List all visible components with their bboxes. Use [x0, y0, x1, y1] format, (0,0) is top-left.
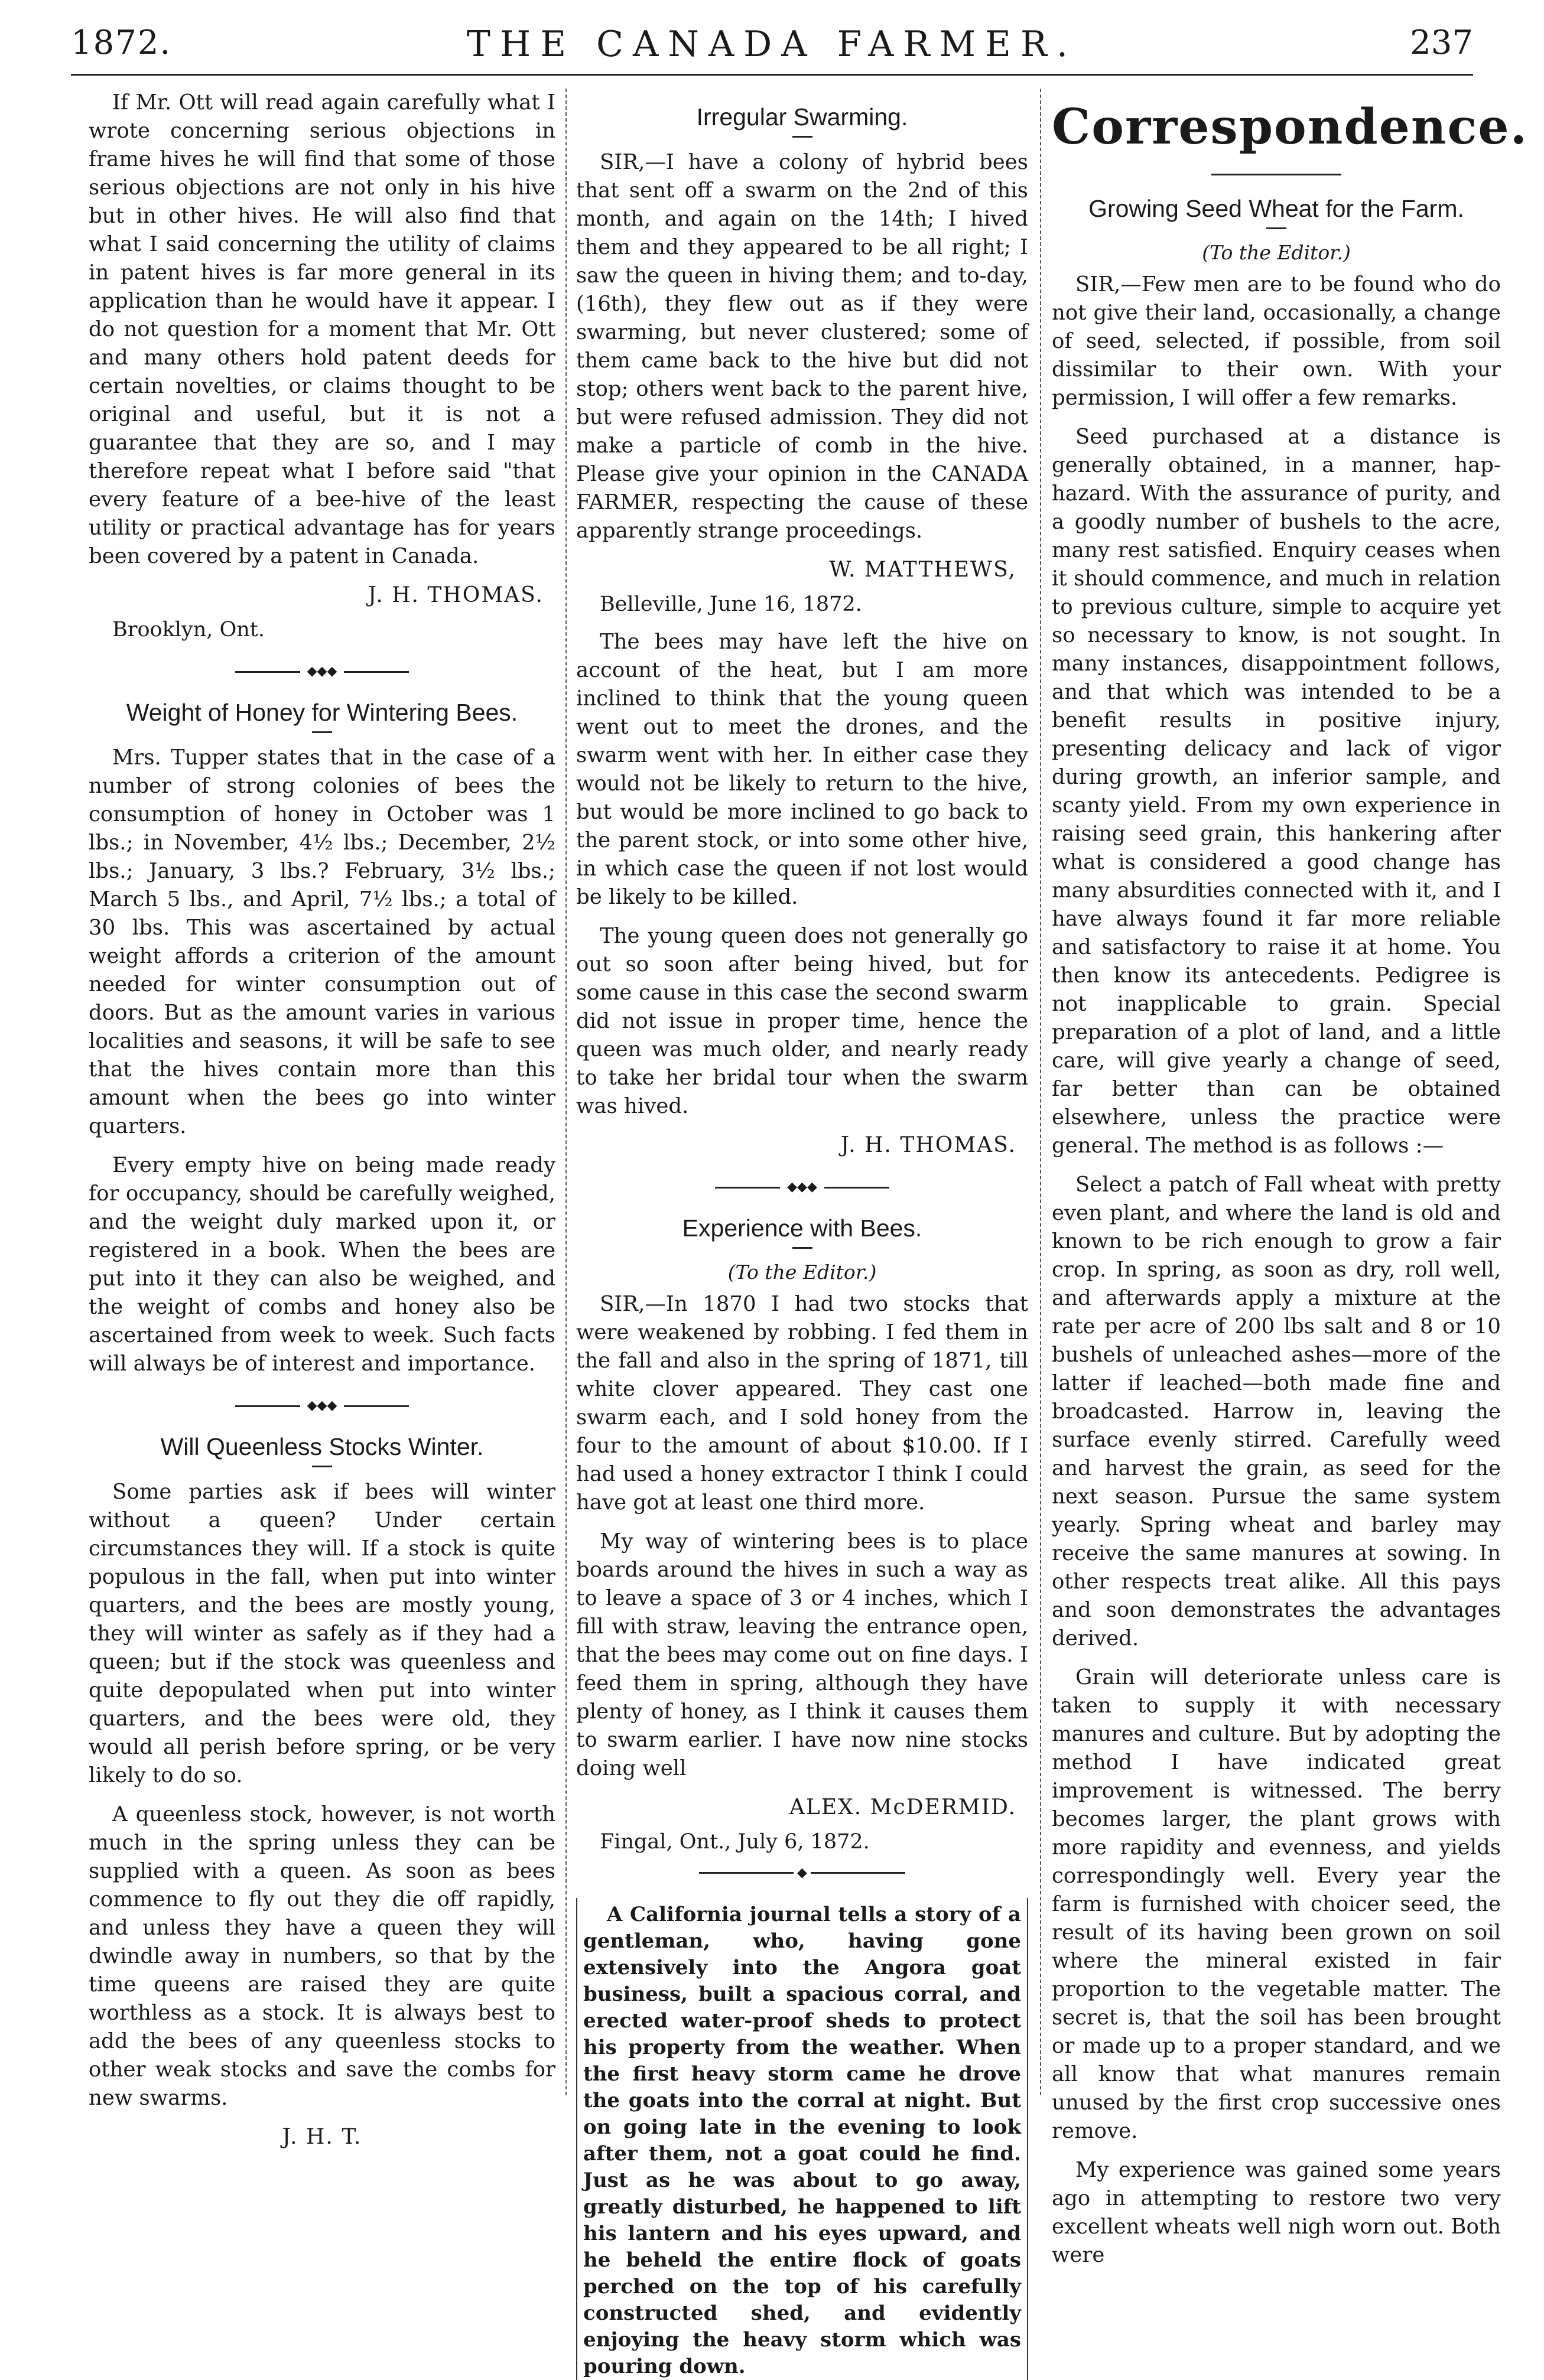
experience-signature: ALEX. McDERMID. — [789, 1795, 1016, 1819]
experience-editor-note: (To the Editor.) — [727, 1261, 877, 1284]
experience-article-heading: Experience with Bees. — [682, 1215, 922, 1242]
experience-place: Fingal, Ont., July 6, 1872. — [600, 1830, 870, 1854]
swarming-paragraph: SIR,—I have a colony of hybrid bees that sent off a swarm on the 2nd of this month, and again on the 14th; I hived them and they appeared to be all right; I saw the queen in hiving them; and to-day, (16th), they flew out as if they were swarming, but never clustered; some of them came back to the hive but did not stop; others went back to the parent hive, but were refused admission. They did not make a particle of comb in the hive. Please give your opinion in the CANADA FARMER, respecting the cause of these apparently strange proceedings. — [576, 150, 1028, 543]
column-3 — [1052, 89, 1529, 2267]
wheat-paragraph-2: Seed purchased at a distance is generally obtained, in a manner, hap-hazard. With the assurance of purity, and a goodly number of bushels to the acre, many rest satisfied. Enquiry ceases when it should commence, and much in relation to previous culture, simple to acquire yet so necessary to know, is not sought. In many instances, disappointment follows, and that which was intended to be a benefit results in positive injury, presenting delicacy and lack of vigor during growth, an inferior sample, and scanty yield. From my own experience in raising seed grain, this hankering after what is considered a good change has many absurdities connected with it, and I have always found it far more reliable and satisfactory to raise it at home. You then know its antecedents. Pedigree is not inapplicable to grain. Special preparation of a plot of land, and a little care, will give yearly a change of seed, far better than can be obtained elsewhere, unless the practice were general. The method is as follows :— — [1052, 425, 1501, 1158]
section-rule — [1211, 174, 1341, 175]
column-divider-1 — [565, 89, 567, 2095]
experience-paragraph-1: SIR,—In 1870 I had two stocks that were weakened by robbing. I fed them in the fall and also in the spring of 1871, till white clover appeared. They cast one swarm each, and I sold honey from the four to the amount of about $10.00. If I had used a honey extractor I think I could have got at least one third more. — [576, 1292, 1028, 1515]
swarming-place: Belleville, June 16, 1872. — [600, 592, 862, 616]
header-rule — [71, 74, 1473, 76]
swarming-signature: W. MATTHEWS, — [829, 558, 1016, 582]
column-1 — [89, 89, 555, 2149]
reply-paragraph-2: The young queen does not generally go out so soon after being hived, but for some cause in this case the second swarm did not issue in proper time, hence the queen was much older, and nearly ready to take her bridal tour when the swarm was hived. — [576, 924, 1028, 1118]
heading-dash — [312, 731, 332, 733]
honey-paragraph-2: Every empty hive on being made ready for occupancy, should be carefully weighed, and the weight duly marked upon it, or registered in a book. When the bees are put into it they can also be weighed, and the weight of combs and honey also be ascertained from week to week. Such facts will always be of interest and importance. — [89, 1153, 555, 1376]
heading-dash — [792, 136, 812, 138]
reply-signature: J. H. THOMAS. — [840, 1133, 1016, 1157]
experience-paragraph-2: My way of wintering bees is to place boards around the hives in such a way as to leave a space of 3 or 4 inches, which I fill with straw, leaving the entrance open, that the bees may come out on fine days. I feed them in spring, although they have plenty of honey, as I think it causes them to swarm earlier. I have now nine stocks doing well — [576, 1529, 1028, 1780]
queenless-paragraph-1: Some parties ask if bees will winter without a queen? Under certain circumstances they will. If a stock is quite populous in the fall, when put into winter quarters, and the bees are mostly young, they will winter as safely as if they had a queen; but if the stock was queenless and quite depopulated when put into winter quarters, and the bees were old, they would all perish before spring, or be very likely to do so. — [89, 1480, 555, 1788]
honey-article-heading: Weight of Honey for Wintering Bees. — [126, 699, 518, 726]
ornament-divider: ◆◆◆ — [89, 1399, 555, 1412]
queenless-signature: J. H. T. — [282, 2125, 362, 2149]
section-title: Correspondence. — [1052, 99, 1529, 155]
wheat-paragraph-3: Select a patch of Fall wheat with pretty even plant, and where the land is old and known to be rich enough to grow a fair crop. In spring, as soon as dry, roll well, and afterwards apply a mixture at the rate per acre of 200 lbs salt and 8 or 10 bushels of unleached ashes—more of the latter if leached—both made fine and broadcasted. Harrow in, leaving the surface evenly stirred. Carefully weed and harvest the grain, as seed for the next season. Pursue the same system yearly. Spring wheat and barley may receive the same manures at sowing. In other respects treat alike. All this pays and soon demonstrates the advantages derived. — [1052, 1173, 1501, 1650]
wheat-article-heading: Growing Seed Wheat for the Farm. — [1088, 195, 1464, 222]
ott-letter-paragraph: If Mr. Ott will read again carefully what I wrote concerning serious objections in frame hives he will find that some of those serious objections are not only in his hive but in other hives. He will also find that what I said concerning the utility of claims in patent hives is far more general in its application than he would have it appear. I do not question for a moment that Mr. Ott and many others hold patent deeds for certain novelties, or claims thought to be original and useful, but it is not a guarantee that they are so, and I may therefore repeat what I before said "that every feature of a bee-hive of the least utility or practical advantage has for years been covered by a patent in Canada. — [89, 90, 555, 568]
ott-letter-signature: J. H. THOMAS. — [368, 583, 544, 607]
queenless-paragraph-2: A queenless stock, however, is not worth much in the spring unless they can be supplied with a queen. As soon as bees commence to fly out they die off rapidly, and unless they have a queen they will dwindle away in numbers, so that by the time queens are raised they are quite worthless as a stock. It is always best to add the bees of any queenless stocks to other weak stocks and save the combs for new swarms. — [89, 1802, 555, 2110]
wheat-paragraph-1: SIR,—Few men are to be found who do not give their land, occasionally, a change of seed, selected, if possible, from soil dissimilar to their own. With your permission, I will offer a few remarks. — [1052, 272, 1501, 410]
diamond-divider: ◆ — [576, 1865, 1028, 1880]
heading-dash — [792, 1247, 812, 1249]
reply-paragraph-1: The bees may have left the hive on account of the heat, but I am more inclined to think that the young queen went out to meet the drones, and the swarm went with her. In either case they would not be likely to return to the hive, but would be more inclined to go back to the parent stock, or into some other hive, in which case the queen if not lost would be likely to be killed. — [576, 630, 1028, 909]
heading-dash — [1266, 227, 1286, 229]
wheat-editor-note: (To the Editor.) — [1202, 241, 1351, 264]
goat-story-paragraph: A California journal tells a story of a gentleman, who, having gone extensively into the Angora goat business, built a spacious corral, and erected water-proof sheds to protect his property from the weather. When the first heavy storm came he drove the goats into the corral at night. But on going late in the evening to look after them, not a goat could he find. Just as he was about to go away, greatly disturbed, he happened to lift his lantern and his eyes upward, and he beheld the entire flock of goats perched on the top of his carefully constructed shed, and evidently enjoying the heavy storm which was pouring down. — [583, 1903, 1021, 2378]
column-divider-2 — [1040, 89, 1041, 2095]
ornament-divider: ◆◆◆ — [89, 665, 555, 678]
heading-dash — [312, 1466, 332, 1467]
header-page-number: 237 — [1410, 24, 1473, 62]
header-title: THE CANADA FARMER. — [466, 24, 1078, 65]
header-year: 1872. — [71, 24, 172, 62]
ott-letter-place: Brooklyn, Ont. — [112, 618, 265, 642]
page-header — [71, 24, 1473, 71]
column-2 — [576, 89, 1028, 2378]
goat-story-box — [576, 1898, 1028, 2380]
wheat-paragraph-4: Grain will deteriorate unless care is taken to supply it with necessary manures and culture. But by adopting the method I have indicated great improvement is witnessed. The berry becomes larger, the plant grows with more rapidity and evenness, and yields correspondingly well. Every year the farm is furnished with choicer seed, the result of its having been grown on soil where the mineral existed in fair proportion to the vegetable matter. The secret is, that the soil has been brought or made up to a proper standard, and we all know that what manures remain unused by the first crop successive ones remove. — [1052, 1665, 1501, 2143]
swarming-article-heading: Irregular Swarming. — [696, 103, 908, 131]
honey-paragraph-1: Mrs. Tupper states that in the case of a number of strong colonies of bees the consumption of honey in October was 1 lbs.; in November, 4½ lbs.; December, 2½ lbs.; January, 3 lbs.? February, 3½ lbs.; March 5 lbs., and April, 7½ lbs.; a total of 30 lbs. This was ascertained by actual weight affords a criterion of the amount needed for winter consumption out of doors. But as the amount varies in various localities and seasons, it will be safe to see that the hives contain more than this amount when the bees go into winter quarters. — [89, 745, 555, 1138]
queenless-article-heading: Will Queenless Stocks Winter. — [160, 1433, 484, 1460]
ornament-divider: ◆◆◆ — [576, 1181, 1028, 1194]
wheat-paragraph-5: My experience was gained some years ago in attempting to restore two very excellent wheats well nigh worn out. Both were — [1052, 2158, 1501, 2267]
